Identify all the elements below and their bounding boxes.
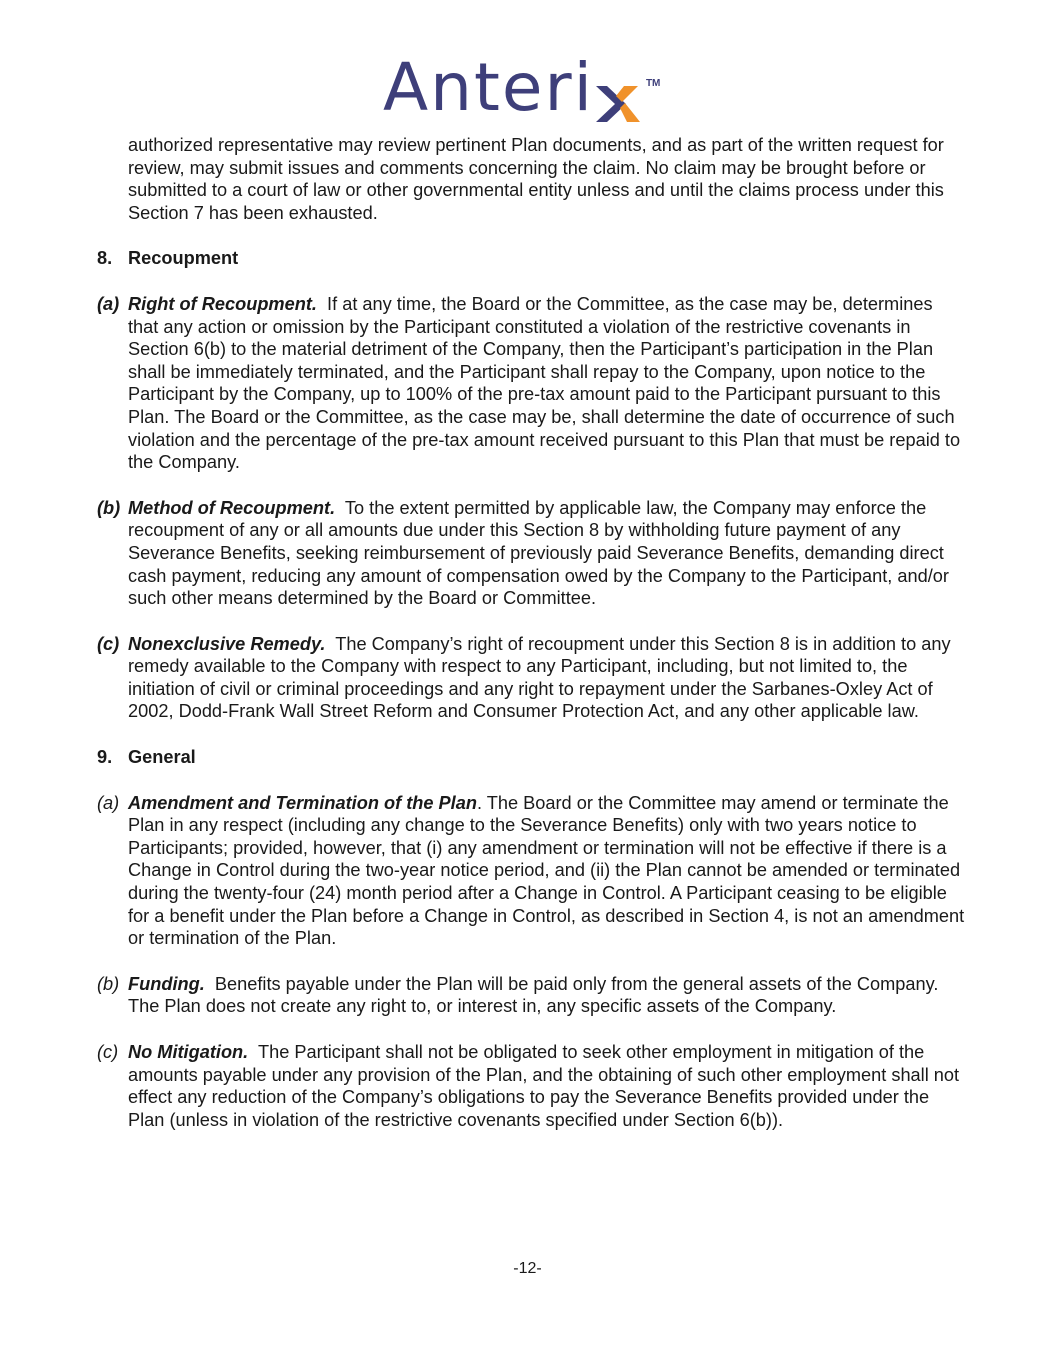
anterix-logo: [383, 49, 661, 126]
trademark-symbol: TM: [645, 78, 661, 89]
intro-paragraph: authorized representative may review pertinent Plan documents, and as part of the written request for review, may submit issues and comments concerning the claim. No claim may be brought before or submitted to a court of law or other governmental entity unless and until the claims process under this Section 7 has been exhausted.: [128, 135, 944, 223]
section-title: Recoupment: [128, 248, 239, 269]
clause-text: The Participant shall not be obligated to seek other employment in mitigation of the amounts payable under any provision of the Plan, and the obtaining of such other employment shall not effect any reduction of the Company’s obligations to pay the Severance Benefits provided under the Plan (unless in violation of the restrictive covenants specified under Section 6(b)).: [128, 1042, 960, 1130]
section-title: General: [128, 747, 196, 768]
document-body: [97, 134, 967, 1131]
clause-8b: [97, 497, 967, 610]
clause-label: (a): [97, 792, 120, 813]
clause-label: (b): [97, 973, 120, 994]
clause-9c: [97, 1041, 967, 1131]
clause-8a: [97, 293, 967, 474]
clause-9b: [97, 973, 967, 1018]
clause-title: Amendment and Termination of the Plan: [128, 792, 477, 813]
clause-text: The Company’s right of recoupment under this Section 8 is in addition to any remedy available to the Company with respect to any Participant, including, but not limited to, the initiation of civil or criminal proceedings and any right to repayment under the Sarbanes-Oxley Act of 2002, Dodd-Frank Wall Street Reform and Consumer Protection Act, and any other applicable law.: [128, 633, 951, 722]
section-9-heading: [97, 746, 967, 769]
clause-title: Method of Recoupment.: [128, 497, 336, 518]
clause-label: (b): [97, 497, 121, 518]
logo-wordmark: Anteri: [383, 49, 594, 126]
section-number: 8.: [97, 248, 113, 269]
clause-text: To the extent permitted by applicable law, the Company may enforce the recoupment of any or all amounts due under this Section 8 by withholding future payment of any Severance Benefits, seeking reimbursement of previously paid Severance Benefits, demanding direct cash payment, reducing any amount of compensation owed by the Company to the Participant, and/or such other means determined by the Board or Committee.: [128, 497, 949, 609]
clause-text: If at any time, the Board or the Committee, as the case may be, determines that any action or omission by the Participant constituted a violation of the restrictive covenants in Section 6(b) to the material detriment of the Company, then the Participant’s participation in the Plan shall be immediately terminated, and the Participant shall repay to the Company, upon notice to the Participant by the Company, up to 100% of the pre-tax amount paid to the Participant pursuant to this Plan. The Board or the Committee, as the case may be, shall determine the date of occurrence of such violation and the percentage of the pre-tax amount received pursuant to this Plan that must be repaid to the Company.: [128, 293, 961, 473]
clause-9a: [97, 792, 967, 950]
clause-text: Benefits payable under the Plan will be paid only from the general assets of the Company. The Plan does not create any right to, or interest in, any specific assets of the Company.: [128, 973, 939, 1017]
clause-label: (c): [97, 1042, 119, 1062]
clause-label: (c): [97, 633, 120, 654]
clause-title: Nonexclusive Remedy.: [128, 633, 326, 654]
page-number: -12-: [513, 1260, 542, 1277]
clause-title: Funding.: [128, 973, 205, 994]
logo-x-mark-icon: [594, 52, 644, 124]
clause-title: Right of Recoupment.: [128, 293, 317, 314]
section-number: 9.: [97, 747, 113, 768]
clause-text: . The Board or the Committee may amend or terminate the Plan in any respect (including any change to the Severance Benefits) only with two years notice to Participants; provided, however, that (i) any amendment or termination will not be effective if there is a Change in Control during the two-year notice period, and (ii) the Plan cannot be amended or terminated during the twenty-four (24) month period after a Change in Control. A Participant ceasing to be eligible for a benefit under the Plan before a Change in Control, as described in Section 4, is not an amendment or termination of the Plan.: [128, 792, 965, 949]
clause-title: No Mitigation.: [128, 1042, 249, 1062]
clause-8c: [97, 633, 967, 723]
section-8-heading: [97, 247, 967, 270]
clause-label: (a): [97, 293, 120, 314]
